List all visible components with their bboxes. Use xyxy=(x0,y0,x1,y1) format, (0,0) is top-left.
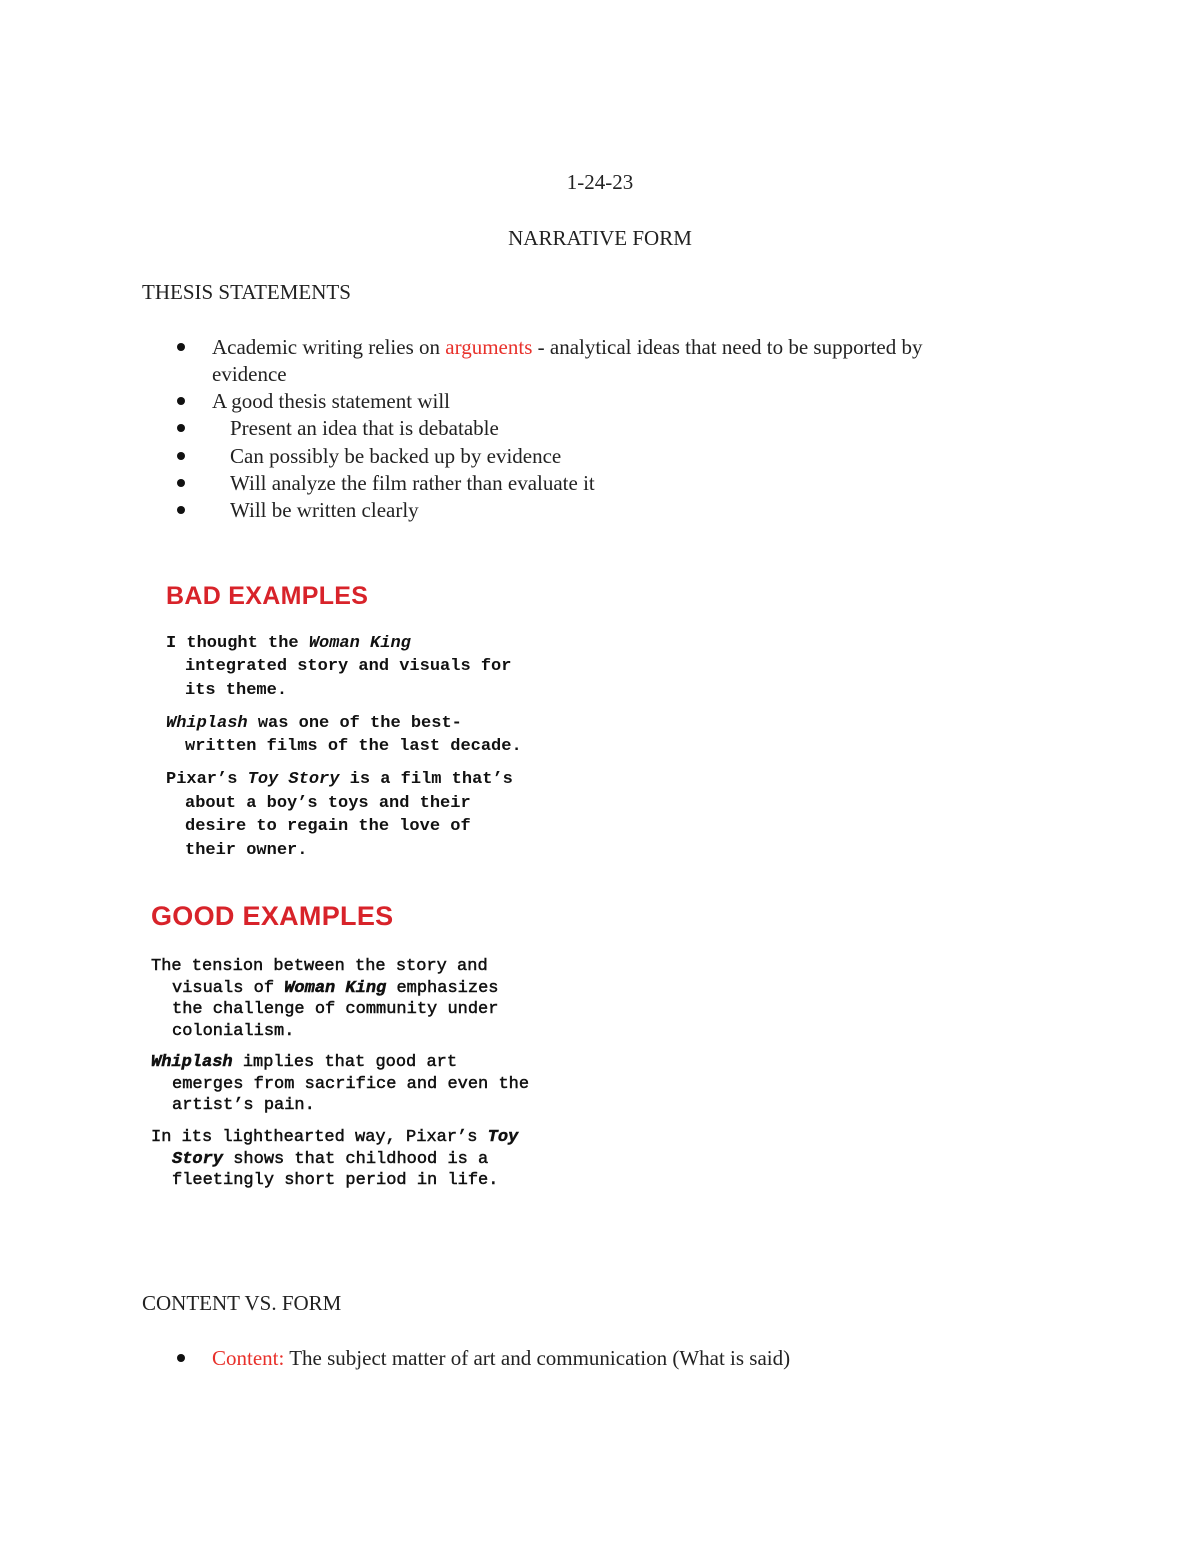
bullet-dot xyxy=(177,452,185,460)
good-example-3 xyxy=(151,1126,518,1150)
list-item: Present an idea that is debatable xyxy=(230,416,499,440)
list-item xyxy=(212,335,923,360)
example-text: implies that good art xyxy=(232,1053,458,1072)
list-item-text: - analytical ideas that need to be supported by xyxy=(532,335,923,359)
good-example-1-line: colonialism. xyxy=(172,1022,295,1041)
good-example-3-line: fleetingly short period in life. xyxy=(172,1171,499,1190)
list-item: Will be written clearly xyxy=(230,498,419,522)
bad-examples-heading: BAD EXAMPLES xyxy=(166,582,369,610)
good-example-2 xyxy=(151,1051,457,1075)
bullet-dot xyxy=(177,506,185,514)
film-title: Toy xyxy=(487,1128,519,1147)
bad-example-1-line: integrated story and visuals for xyxy=(185,657,512,676)
bad-example-1 xyxy=(166,632,411,656)
document-title: NARRATIVE FORM xyxy=(508,226,692,250)
list-item-continuation: evidence xyxy=(212,362,287,386)
example-text: Pixar’s xyxy=(166,770,248,789)
bad-example-2-line: written films of the last decade. xyxy=(185,737,522,756)
list-item-text: The subject matter of art and communication (What is said) xyxy=(284,1346,791,1370)
bullet-dot xyxy=(177,479,185,487)
bad-example-2 xyxy=(166,712,462,736)
bullet-dot xyxy=(177,397,185,405)
film-title: Whiplash xyxy=(151,1053,233,1072)
film-title: Whiplash xyxy=(166,714,248,733)
bullet-dot xyxy=(177,343,185,351)
bad-example-1-line: its theme. xyxy=(185,681,288,700)
bullet-dot xyxy=(177,1354,185,1362)
example-text: is a film that’s xyxy=(339,770,513,789)
content-label: Content: xyxy=(212,1346,285,1370)
list-item xyxy=(212,1346,790,1371)
example-text: emphasizes xyxy=(386,979,499,998)
film-title: Toy Story xyxy=(247,770,340,789)
example-text: visuals of xyxy=(172,979,285,998)
highlight-arguments: arguments xyxy=(445,335,533,359)
list-item-text: Academic writing relies on xyxy=(212,335,446,359)
section-heading-content-form: CONTENT VS. FORM xyxy=(142,1291,342,1315)
good-example-2-line: artist’s pain. xyxy=(172,1096,315,1115)
bad-example-3-line: about a boy’s toys and their xyxy=(185,794,471,813)
document-date: 1-24-23 xyxy=(566,170,634,194)
bad-example-3-line: desire to regain the love of xyxy=(185,817,471,836)
good-examples-heading: GOOD EXAMPLES xyxy=(151,901,394,931)
film-title: Woman King xyxy=(308,634,411,653)
bad-example-3 xyxy=(166,768,513,792)
example-text: I thought the xyxy=(166,634,309,653)
bullet-dot xyxy=(177,424,185,432)
good-example-2-line: emerges from sacrifice and even the xyxy=(172,1075,530,1094)
example-text: was one of the best- xyxy=(247,714,462,733)
bad-example-3-line: their owner. xyxy=(185,841,308,860)
list-item: A good thesis statement will xyxy=(212,389,450,413)
section-heading-thesis: THESIS STATEMENTS xyxy=(142,280,351,304)
example-text: shows that childhood is a xyxy=(223,1150,489,1169)
list-item: Will analyze the film rather than evaluate it xyxy=(230,471,595,495)
film-title: Woman King xyxy=(284,979,387,998)
film-title: Story xyxy=(172,1150,224,1169)
good-example-1-line: the challenge of community under xyxy=(172,1000,499,1019)
good-example-3-line xyxy=(172,1148,488,1172)
example-text: In its lighthearted way, Pixar’s xyxy=(151,1128,488,1147)
good-example-1-line xyxy=(172,977,498,1001)
list-item: Can possibly be backed up by evidence xyxy=(230,444,562,468)
good-example-1: The tension between the story and xyxy=(151,957,488,976)
